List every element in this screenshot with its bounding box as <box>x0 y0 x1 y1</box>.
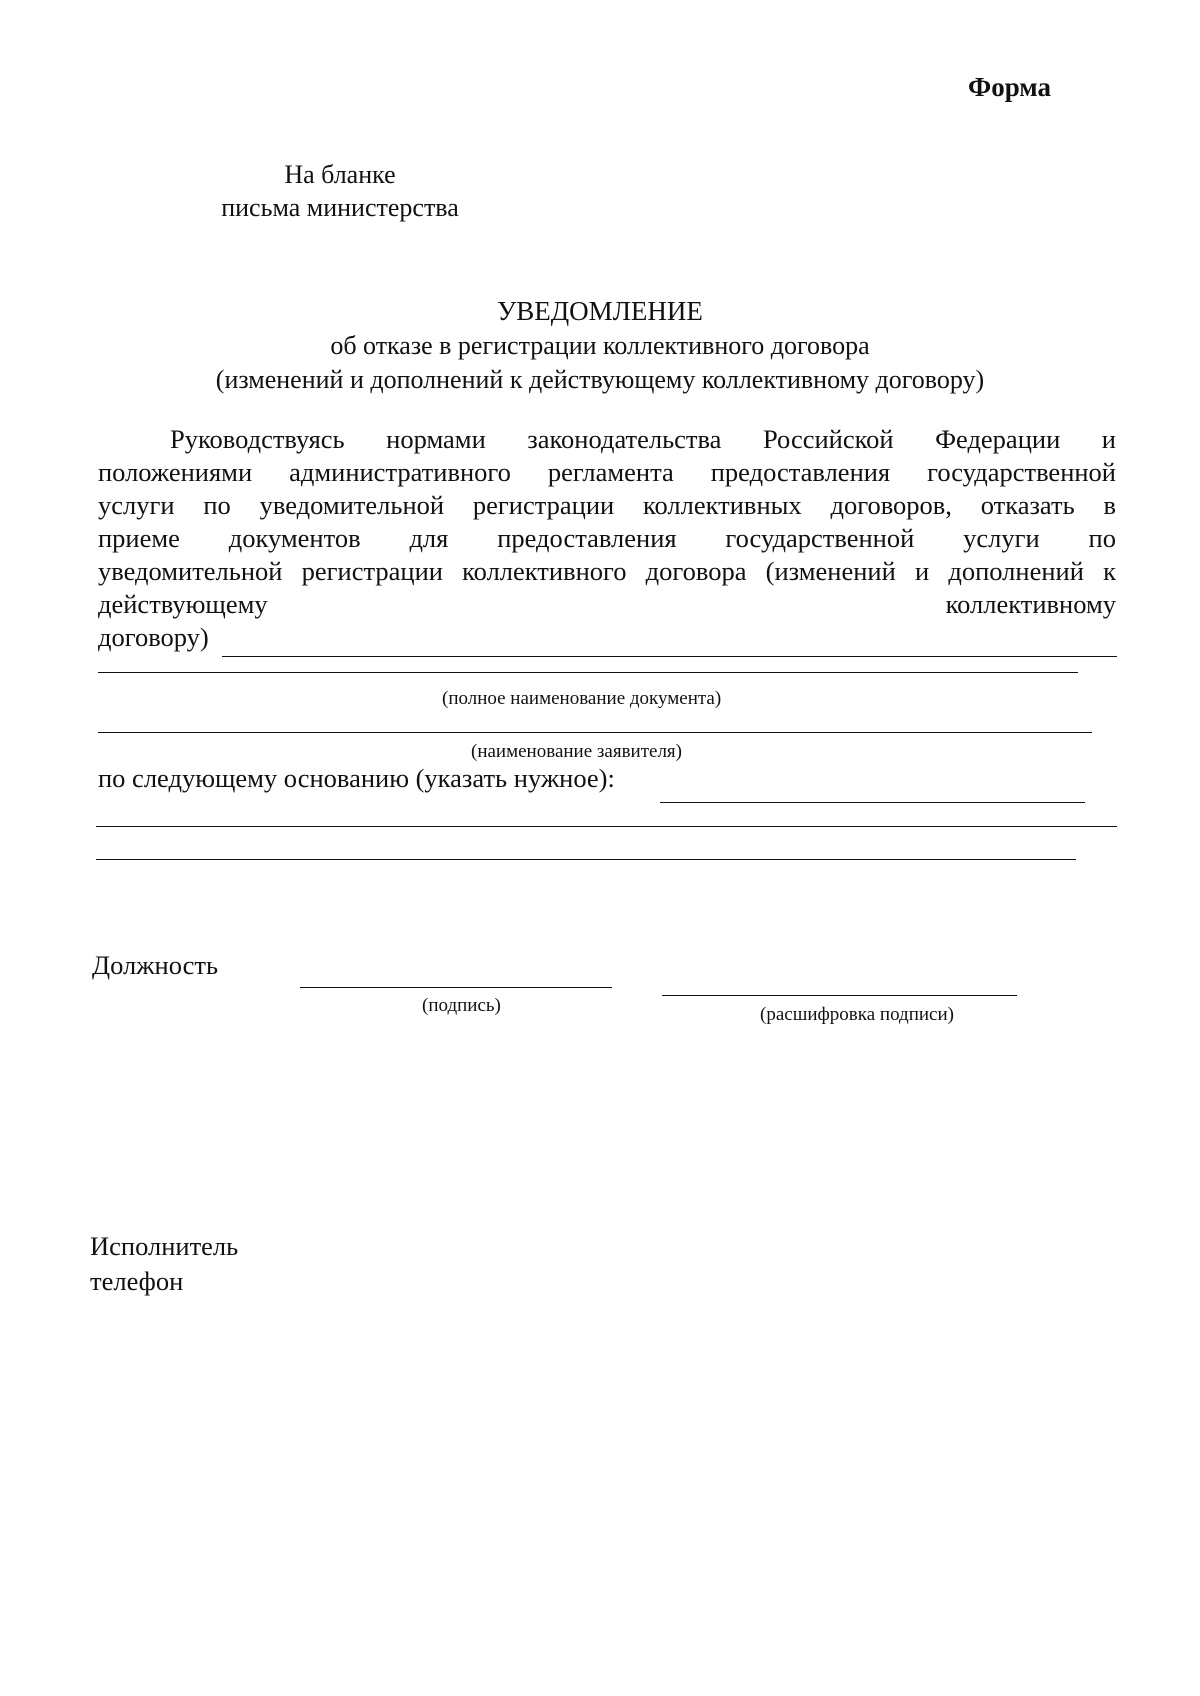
body-word: услуги <box>963 523 1040 553</box>
body-word: документов <box>228 523 361 553</box>
body-word: регламента <box>547 457 674 487</box>
body-word: по <box>203 490 231 520</box>
letterhead-line-1: На бланке <box>284 160 396 189</box>
phone-label: телефон <box>90 1266 184 1296</box>
body-word: и <box>1101 424 1116 454</box>
body-word: действующему <box>98 589 268 619</box>
body-line <box>98 588 1116 621</box>
body-word: государственной <box>927 457 1116 487</box>
body-word: регистрации <box>301 556 443 586</box>
body-word: нормами <box>386 424 486 454</box>
body-word: по <box>1088 523 1116 553</box>
body-word: коллективного <box>462 556 627 586</box>
body-word: законодательства <box>527 424 722 454</box>
body-word: договору) <box>98 622 209 652</box>
body-line <box>98 621 1116 654</box>
document-subtitle-1: об отказе в регистрации коллективного договора <box>330 331 870 360</box>
body-word: в <box>1103 490 1116 520</box>
body-word: предоставления <box>497 523 677 553</box>
fill-line-document-2[interactable] <box>98 672 1078 673</box>
body-word: коллективных <box>643 490 802 520</box>
letterhead-line-2: письма министерства <box>221 193 459 222</box>
caption-document-name: (полное наименование документа) <box>442 688 722 709</box>
body-word: государственной <box>725 523 915 553</box>
body-paragraph <box>98 423 1116 654</box>
body-word: регистрации <box>472 490 615 520</box>
executor-label: Исполнитель <box>90 1231 239 1261</box>
signature-line[interactable] <box>300 987 612 988</box>
fill-line-basis-1[interactable] <box>660 802 1085 803</box>
body-word: административного <box>289 457 511 487</box>
fill-line-basis-2[interactable] <box>96 826 1117 827</box>
body-line <box>98 489 1116 522</box>
body-word: дополнений <box>948 556 1084 586</box>
body-word: услуги <box>98 490 175 520</box>
signature-decoding-line[interactable] <box>662 995 1017 996</box>
body-line <box>98 555 1116 588</box>
body-word: (изменений <box>765 556 896 586</box>
body-word: и <box>914 556 930 586</box>
body-line <box>98 456 1116 489</box>
body-word: к <box>1103 556 1116 586</box>
position-label: Должность <box>92 950 219 980</box>
body-word: предоставления <box>710 457 891 487</box>
body-word: Российской <box>762 424 894 454</box>
body-word: уведомительной <box>259 490 445 520</box>
caption-signature: (подпись) <box>422 995 501 1016</box>
letterhead-note <box>205 158 475 224</box>
body-word: для <box>409 523 449 553</box>
body-word: положениями <box>98 457 253 487</box>
body-word: договора <box>645 556 747 586</box>
body-word: коллективному <box>945 589 1116 619</box>
caption-applicant-name: (наименование заявителя) <box>471 741 682 762</box>
executor-block <box>90 1229 238 1299</box>
body-word: приеме <box>98 523 180 553</box>
fill-line-basis-3[interactable] <box>96 859 1076 860</box>
fill-line-applicant[interactable] <box>98 732 1092 733</box>
fill-line-document-1[interactable] <box>222 656 1117 657</box>
document-subtitle-2: (изменений и дополнений к действующему коллективному договору) <box>215 365 985 394</box>
body-line <box>98 522 1116 555</box>
body-line <box>98 423 1116 456</box>
form-label: Форма <box>968 72 1052 102</box>
body-word: отказать <box>980 490 1075 520</box>
basis-label: по следующему основанию (указать нужное): <box>98 763 615 793</box>
body-word: договоров, <box>830 490 952 520</box>
body-word: Руководствуясь <box>170 424 345 454</box>
body-word: Федерации <box>935 424 1061 454</box>
body-word: уведомительной <box>98 556 283 586</box>
document-title: УВЕДОМЛЕНИЕ <box>497 296 703 326</box>
caption-signature-decoding: (расшифровка подписи) <box>760 1004 954 1025</box>
